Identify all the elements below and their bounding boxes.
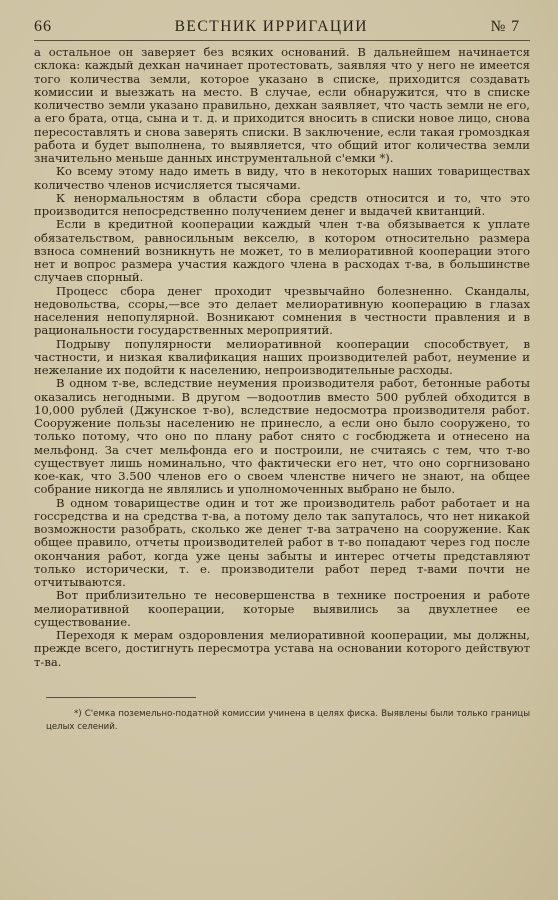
running-header [34,18,530,36]
paragraph: Подрыву популярности мелиоративной кооперации способствует, в частности, и низкая квалификация наших производителей работ, неумение и нежелание их подойти к населению, непроизводительные расходы. [34,336,530,377]
issue-number: № 7 [490,18,520,35]
page-number: 66 [34,18,52,35]
header-rule [34,40,530,41]
paragraph: В одном т-ве, вследствие неумения производителя работ, бетонные работы оказались негодными. В другом —водоотлив вместо 500 рублей обходится в 10,000 рублей (Джунское т-во), вследствие недосмотра производителя работ. Сооружение пользы населению не принесло, а если оно было сооружено, то только потому, что оно по плану работ снято с госбюджета и отнесено на мельфонд. За счет мельфонда его и построили, не считаясь с тем, что т-во существует лишь номинально, что фактически его нет, что оно соргнизовано кое-как, что 3.500 членов его о своем членстве ничего не знают, на общее собрание никогда не являлись и уполномоченных выбрано не было. [34,376,530,497]
paragraph: Вот приблизительно те несовершенства в технике построения и работе мелиоративной кооперации, которые выявились за двухлетнее ее существование. [34,588,530,629]
paragraph: а остальное он заверяет без всяких оснований. В дальнейшем начинается склока: каждый дехкан начинает протестовать, заявляя что у него не имеется того количества земли, которое указано в списке, приходится создавать комиссии и выезжать на место. В случае, если обнаружится, что в списке количество земли указано правильно, дехкан заявляет, что часть земли не его, а его брата, отца, сына и т. д. и приходится вносить в списки новое лицо, снова пересоставлять и снова заверять списки. В заключение, если такая громоздкая работа и будет выполнена, то выявляется, что общий итог количества земли значительно меньше данных инструментальной с'емки *). [34,45,530,165]
footnote-rule [46,697,196,698]
footnote: *) С'емка поземельно-податной комиссии учинена в целях фиска. Выявлены были только границы целых селений. [46,708,530,732]
article-body [34,46,530,669]
paragraph: Процесс сбора денег проходит чрезвычайно болезненно. Скандалы, недовольства, ссоры,—все это делает мелиоративную кооперацию в глазах населения непопулярной. Возникают сомнения в честности правления и в рациональности государственных мероприятий. [34,283,530,338]
paragraph: Если в кредитной кооперации каждый член т-ва обязывается к уплате обязательством, равносильным векселю, в котором относительно размера взноса сомнений возникнуть не может, то в мелиоративной кооперации этого нет и вопрос размера участия каждого члена в расходах т-ва, в большинстве случаев спорный. [34,217,530,285]
paragraph: Переходя к мерам оздоровления мелиоративной кооперации, мы должны, прежде всего, достигнуть пересмотра устава на основании которого действуют т-ва. [34,628,530,669]
paragraph: В одном товариществе один и тот же производитель работ работает и на госсредства и на средства т-ва, а потому дело так запуталось, что нет никакой возможности разобрать, сколько же денег т-ва затрачено на сооружение. Как общее правило, отчеты производителей работ в т-во попадают через год после окончания работ, когда уже цены забыты и интерес отчеты представляют только исторически, т. е. производители работ перед т-вами почти не отчитываются. [34,495,530,589]
paragraph: К ненормальностям в области сбора средств относится и то, что это производится непосредственно получением денег и выдачей квитанций. [34,190,530,218]
paragraph: Ко всему этому надо иметь в виду, что в некоторых наших товариществах количество членов исчисляется тысячами. [34,164,530,192]
journal-title: ВЕСТНИК ИРРИГАЦИИ [174,18,368,35]
